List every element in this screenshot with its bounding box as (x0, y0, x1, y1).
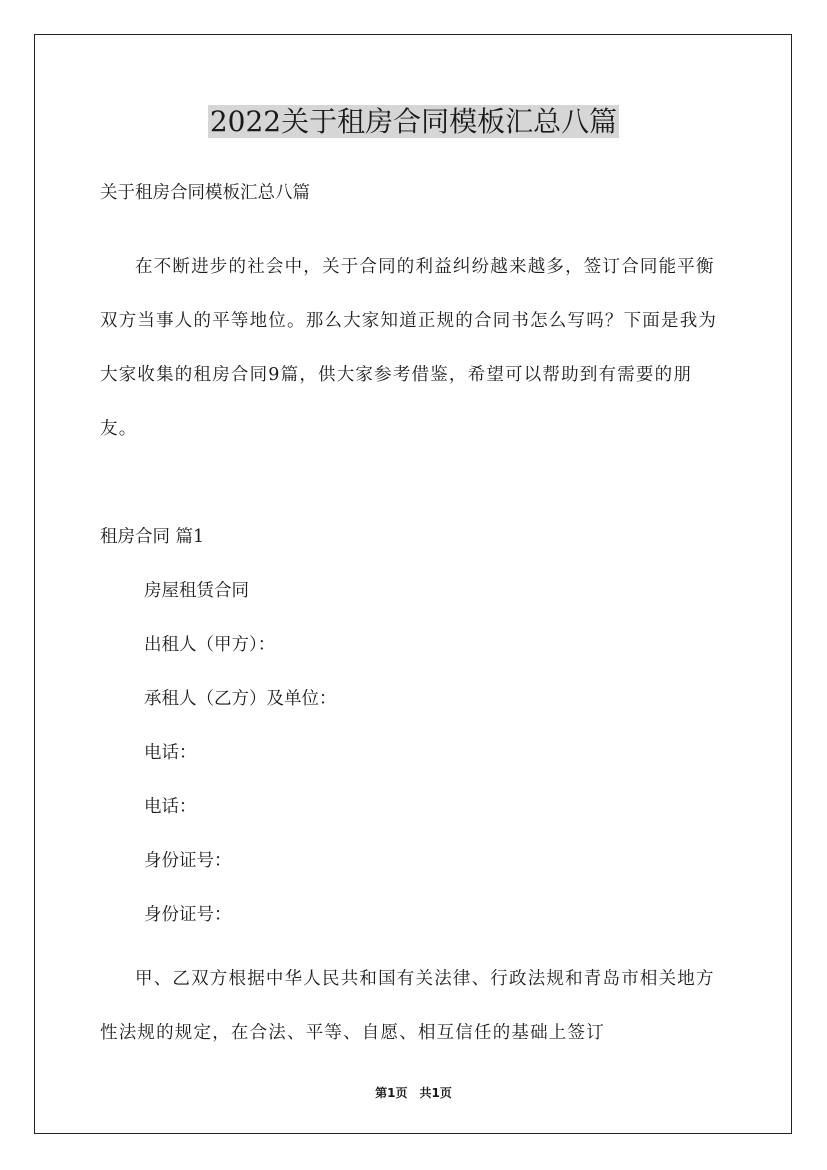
document-title-text: 2022关于租房合同模板汇总八篇 (209, 105, 618, 138)
phone-line-1: 电话： (144, 743, 197, 763)
page-footer (0, 1084, 827, 1101)
spacer (100, 456, 725, 520)
document-title (0, 102, 827, 142)
section-heading: 租房合同 篇1 (100, 527, 205, 547)
subtitle: 关于租房合同模板汇总八篇 (100, 183, 310, 203)
phone-line-2: 电话： (144, 797, 197, 817)
id-number-line-1: 身份证号： (144, 851, 232, 871)
page-number-label: 第1页 共1页 (375, 1086, 452, 1100)
closing-paragraph: 甲、乙双方根据中华人民共和国有关法律、行政法规和青岛市相关地方性法规的规定，在合法、平等、自愿、相互信任的基础上签订 (100, 969, 715, 1043)
lessee-line: 承租人（乙方）及单位： (144, 689, 337, 709)
id-number-line-2: 身份证号： (144, 905, 232, 925)
contract-title-line: 房屋租赁合同 (144, 581, 249, 601)
document-body (100, 176, 725, 1060)
lessor-line: 出租人（甲方）： (144, 635, 276, 655)
intro-paragraph: 在不断进步的社会中，关于合同的利益纠纷越来越多，签订合同能平衡双方当事人的平等地位。那么大家知道正规的合同书怎么写吗？下面是我为大家收集的租房合同9篇，供大家参考借鉴，希望可以帮助到有需要的朋友。 (100, 257, 718, 439)
